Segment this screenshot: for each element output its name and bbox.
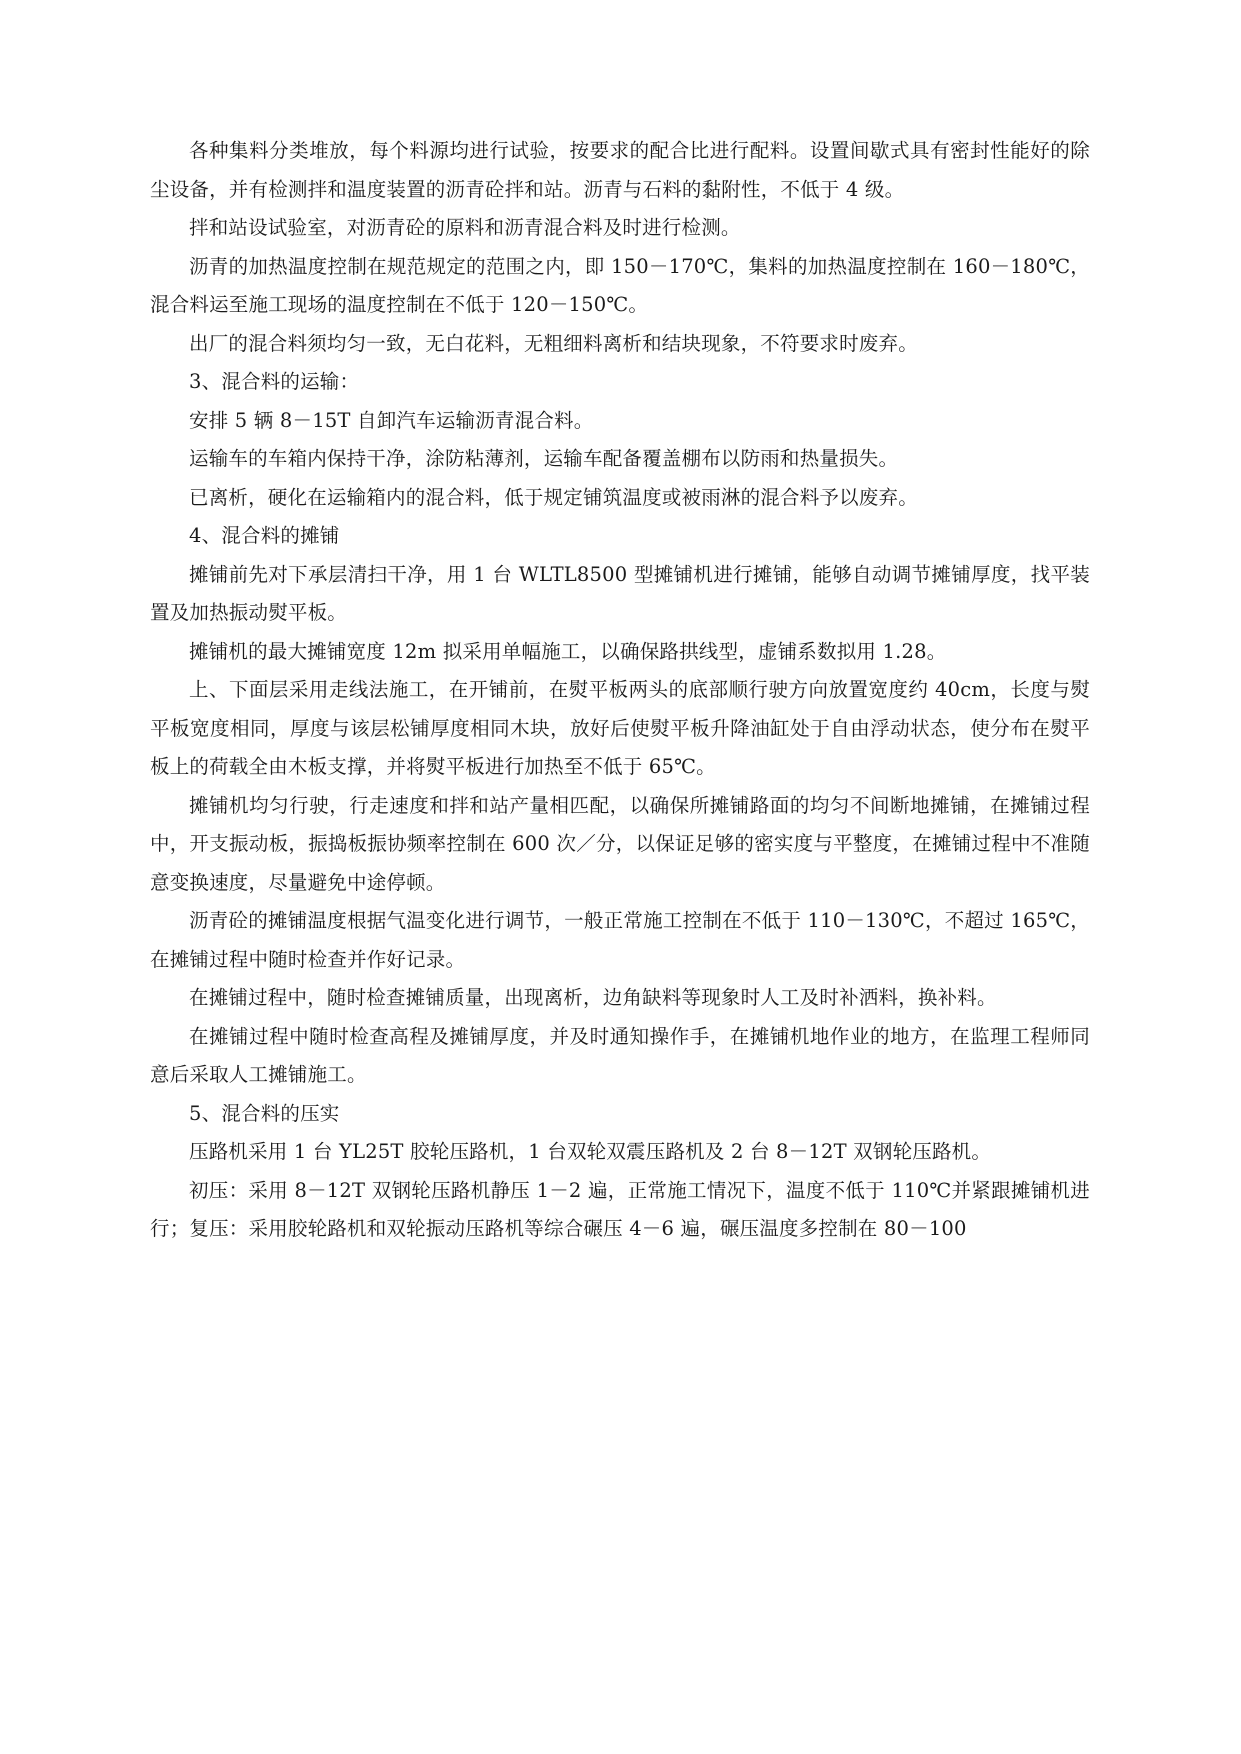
paragraph-paver-speed: 摊铺机均匀行驶，行走速度和拌和站产量相匹配，以确保所摊铺路面的均匀不间断地摊铺，在摊铺过程中，开支振动板，振捣板振协频率控制在 600 次／分，以保证足够的密实度与平整度，在摊铺过程中不准随意变换速度，尽量避免中途停顿。 [150, 793, 1090, 894]
paragraph-discard-segregated: 已离析，硬化在运输箱内的混合料，低于规定铺筑温度或被雨淋的混合料予以废弃。 [189, 485, 918, 509]
paragraph-elevation-check: 在摊铺过程中随时检查高程及摊铺厚度，并及时通知操作手，在摊铺机地作业的地方，在监理工程师同意后采取人工摊铺施工。 [150, 1024, 1090, 1086]
paragraph-rollers: 压路机采用 1 台 YL25T 胶轮压路机，1 台双轮双震压路机及 2 台 8－12T 双钢轮压路机。 [189, 1140, 992, 1163]
paragraph-initial-compaction: 初压：采用 8－12T 双钢轮压路机静压 1－2 遍，正常施工情况下，温度不低于 110℃并紧跟摊铺机进行；复压：采用胶轮路机和双轮振动压路机等综合碾压 4－6 遍，碾压温度多控制在 80－100 [150, 1178, 1090, 1240]
paragraph-truck-cleanliness: 运输车的车箱内保持干净，涂防粘薄剂，运输车配备覆盖棚布以防雨和热量损失。 [189, 447, 899, 470]
section-heading-compaction: 5、混合料的压实 [189, 1101, 340, 1125]
paragraph-aggregate-stockpiling: 各种集料分类堆放，每个料源均进行试验，按要求的配合比进行配料。设置间歇式具有密封性能好的除尘设备，并有检测拌和温度装置的沥青砼拌和站。沥青与石料的黏附性，不低于 4 级。 [150, 139, 1090, 201]
paragraph-paving-temperature: 沥青砼的摊铺温度根据气温变化进行调节，一般正常施工控制在不低于 110－130℃，不超过 165℃，在摊铺过程中随时检查并作好记录。 [150, 909, 1090, 971]
paragraph-paving-width: 摊铺机的最大摊铺宽度 12m 拟采用单幅施工，以确保路拱线型，虚铺系数拟用 1.28。 [189, 639, 947, 663]
paragraph-paver-setup: 摊铺前先对下承层清扫干净，用 1 台 WLTL8500 型摊铺机进行摊铺，能够自动调节摊铺厚度，找平装置及加热振动熨平板。 [150, 562, 1090, 624]
section-heading-transport: 3、混合料的运输： [189, 370, 360, 393]
section-heading-paving: 4、混合料的摊铺 [189, 524, 340, 547]
paragraph-trucks: 安排 5 辆 8－15T 自卸汽车运输沥青混合料。 [189, 408, 594, 432]
paragraph-lab-testing: 拌和站设试验室，对沥青砼的原料和沥青混合料及时进行检测。 [189, 216, 741, 239]
paragraph-quality-check: 在摊铺过程中，随时检查摊铺质量，出现离析，边角缺料等现象时人工及时补洒料，换补料。 [189, 986, 997, 1009]
paragraph-mix-uniformity: 出厂的混合料须均匀一致，无白花料，无粗细料离析和结块现象，不符要求时废弃。 [189, 331, 918, 355]
paragraph-heating-temperature: 沥青的加热温度控制在规范规定的范围之内，即 150－170℃，集料的加热温度控制在 160－180℃，混合料运至施工现场的温度控制在不低于 120－150℃。 [150, 254, 1090, 316]
paragraph-stringline-method: 上、下面层采用走线法施工，在开铺前，在熨平板两头的底部顺行驶方向放置宽度约 40cm，长度与熨平板宽度相同，厚度与该层松铺厚度相同木块，放好后使熨平板升降油缸处于自由浮动状态，使分布在熨平板上的荷载全由木板支撑，并将熨平板进行加热至不低于 65℃。 [150, 678, 1090, 778]
document-body [150, 132, 1090, 1249]
